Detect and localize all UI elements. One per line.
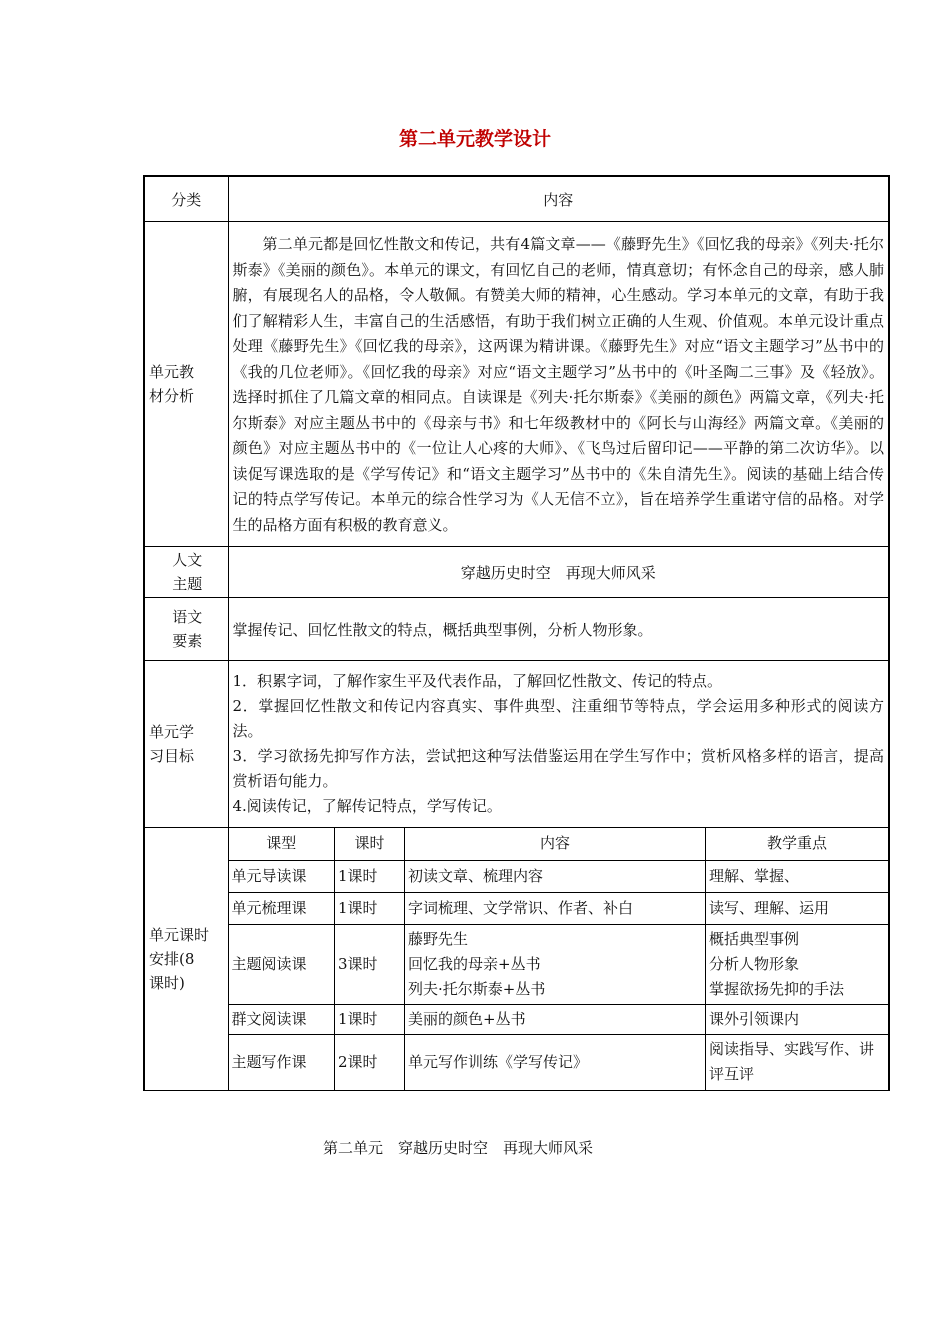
goal-item: 4.阅读传记，了解传记特点，学写传记。 (232, 797, 502, 815)
analysis-text: 第二单元都是回忆性散文和传记，共有4篇文章——《藤野先生》《回忆我的母亲》《列夫·托尔斯泰》《美丽的颜色》。本单元的课文，有回忆自己的老师，情真意切；有怀念自己的母亲，感人肺腑，有展现名人的品格，令人敬佩。有赞美大师的精神，心生感动。学习本单元的文章，有助于我们了解精彩人生，丰富自己的生活感悟，有助于我们树立正确的人生观、价值观。本单元设计重点处理《藤野先生》《回忆我的母亲》，这两课为精讲课。《藤野先生》对应“语文主题学习”丛书中的《我的几位老师》。《回忆我的母亲》对应“语文主题学习”丛书中的《叶圣陶二三事》及《轻放》。选择时抓住了几篇文章的相同点。自读课是《列夫·托尔斯泰》《美丽的颜色》两篇文章，《列夫·托尔斯泰》对应主题丛书中的《母亲与书》和七年级教材中的《阿长与山海经》两篇文章。《美丽的颜色》对应主题丛书中的《一位让人心疼的大师》、《飞鸟过后留印记——平静的第二次访华》。以读促写课选取的是《学写传记》和“语文主题学习”丛书中的《朱自清先生》。阅读的基础上结合传记的特点学写传记。本单元的综合性学习为《人无信不立》，旨在培养学生重诺守信的品格。对学生的品格方面有积极的教育意义。 (228, 222, 889, 547)
col-header: 内容 (405, 828, 706, 860)
cell-hours: 1课时 (335, 892, 405, 924)
schedule-table (229, 828, 889, 1090)
goal-item: 3．学习欲扬先抑写作方法，尝试把这种写法借鉴运用在学生写作中；赏析风格多样的语言，提高赏析语句能力。 (232, 747, 884, 790)
theme-row (144, 547, 889, 598)
table-row (229, 924, 889, 1004)
cell-focus: 概括典型事例 分析人物形象 掌握欲扬先抑的手法 (706, 924, 889, 1004)
schedule-row (144, 828, 889, 1091)
cell-type: 单元梳理课 (229, 892, 335, 924)
table-row (229, 892, 889, 924)
goals-label: 单元学习目标 (144, 661, 228, 828)
col-header: 教学重点 (706, 828, 889, 860)
goals-list (228, 661, 889, 828)
table-row (229, 1034, 889, 1090)
header-category: 分类 (144, 176, 228, 222)
cell-content: 美丽的颜色+丛书 (405, 1004, 706, 1034)
theme-text: 穿越历史时空 再现大师风采 (228, 547, 889, 598)
cell-hours: 3课时 (335, 924, 405, 1004)
cell-type: 单元导读课 (229, 860, 335, 892)
elements-row (144, 598, 889, 661)
cell-content: 藤野先生 回忆我的母亲+丛书 列夫·托尔斯泰+丛书 (405, 924, 706, 1004)
col-header: 课型 (229, 828, 335, 860)
cell-content: 字词梳理、文学常识、作者、补白 (405, 892, 706, 924)
cell-type: 群文阅读课 (229, 1004, 335, 1034)
page-title: 第二单元教学设计 (398, 128, 551, 150)
col-header: 课时 (335, 828, 405, 860)
elements-text: 掌握传记、回忆性散文的特点，概括典型事例，分析人物形象。 (228, 598, 889, 661)
cell-focus: 课外引领课内 (706, 1004, 889, 1034)
table-row (229, 1004, 889, 1034)
cell-hours: 2课时 (335, 1034, 405, 1090)
analysis-label: 单元教材分析 (144, 222, 228, 547)
schedule-header-row (229, 828, 889, 860)
table-row (229, 860, 889, 892)
cell-content: 初读文章、梳理内容 (405, 860, 706, 892)
cell-hours: 1课时 (335, 860, 405, 892)
cell-hours: 1课时 (335, 1004, 405, 1034)
cell-focus: 阅读指导、实践写作、讲评互评 (706, 1034, 889, 1090)
cell-content: 单元写作训练《学写传记》 (405, 1034, 706, 1090)
cell-focus: 读写、理解、运用 (706, 892, 889, 924)
header-content: 内容 (228, 176, 889, 222)
cell-type: 主题阅读课 (229, 924, 335, 1004)
goal-item: 1．积累字词，了解作家生平及代表作品，了解回忆性散文、传记的特点。 (232, 672, 723, 690)
design-table (143, 175, 890, 1091)
cell-focus: 理解、掌握、 (706, 860, 889, 892)
schedule-cell (228, 828, 889, 1091)
theme-label: 人文主题 (144, 547, 228, 598)
goal-item: 2．掌握回忆性散文和传记内容真实、事件典型、注重细节等特点，学会运用多种形式的阅读方法。 (232, 697, 884, 740)
footer-caption: 第二单元 穿越历史时空 再现大师风采 (322, 1139, 593, 1157)
goals-row (144, 661, 889, 828)
cell-type: 主题写作课 (229, 1034, 335, 1090)
analysis-row (144, 222, 889, 547)
elements-label: 语文要素 (144, 598, 228, 661)
schedule-label: 单元课时安排(8课时) (144, 828, 228, 1091)
header-row (144, 176, 889, 222)
